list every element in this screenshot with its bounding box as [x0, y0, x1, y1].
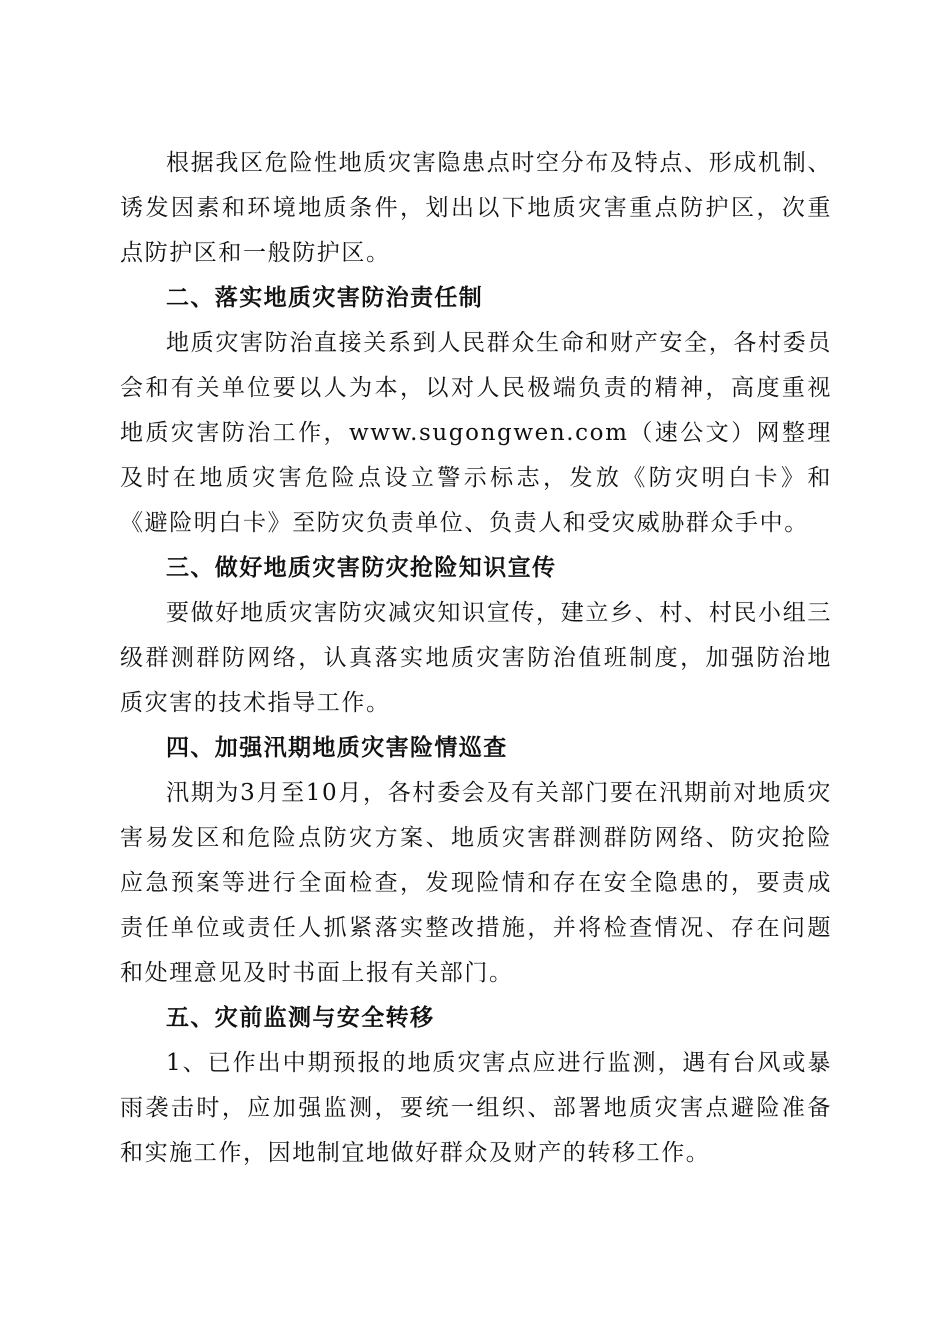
section-heading-3: 三、做好地质灾害防灾抢险知识宣传	[166, 555, 557, 581]
section-heading-4: 四、加强汛期地质灾害险情巡查	[166, 735, 508, 761]
paragraph-section-3: 要做好地质灾害防灾减灾知识宣传，建立乡、村、村民小组三级群测群防网络，认真落实地质灾害防治值班制度，加强防治地质灾害的技术指导工作。	[120, 600, 832, 716]
section-heading-5: 五、灾前监测与安全转移	[166, 1005, 435, 1031]
paragraph-intro: 根据我区危险性地质灾害隐患点时空分布及特点、形成机制、诱发因素和环境地质条件，划出以下地质灾害重点防护区，次重点防护区和一般防护区。	[120, 150, 832, 266]
section-heading-2: 二、落实地质灾害防治责任制	[166, 285, 484, 311]
document-body	[120, 141, 832, 1176]
paragraph-section-5: 1、已作出中期预报的地质灾害点应进行监测，遇有台风或暴雨袭击时，应加强监测，要统一组织、部署地质灾害点避险准备和实施工作，因地制宜地做好群众及财产的转移工作。	[120, 1050, 832, 1166]
paragraph-section-4: 汛期为3月至10月，各村委会及有关部门要在汛期前对地质灾害易发区和危险点防灾方案、地质灾害群测群防网络、防灾抢险应急预案等进行全面检查，发现险情和存在安全隐患的，要责成责任单位或责任人抓紧落实整改措施，并将检查情况、存在问题和处理意见及时书面上报有关部门。	[120, 780, 832, 986]
paragraph-section-2: 地质灾害防治直接关系到人民群众生命和财产安全，各村委员会和有关单位要以人为本，以对人民极端负责的精神，高度重视地质灾害防治工作，www.sugongwen.com（速公文）网整理及时在地质灾害危险点设立警示标志，发放《防灾明白卡》和《避险明白卡》至防灾负责单位、负责人和受灾威胁群众手中。	[120, 330, 832, 536]
